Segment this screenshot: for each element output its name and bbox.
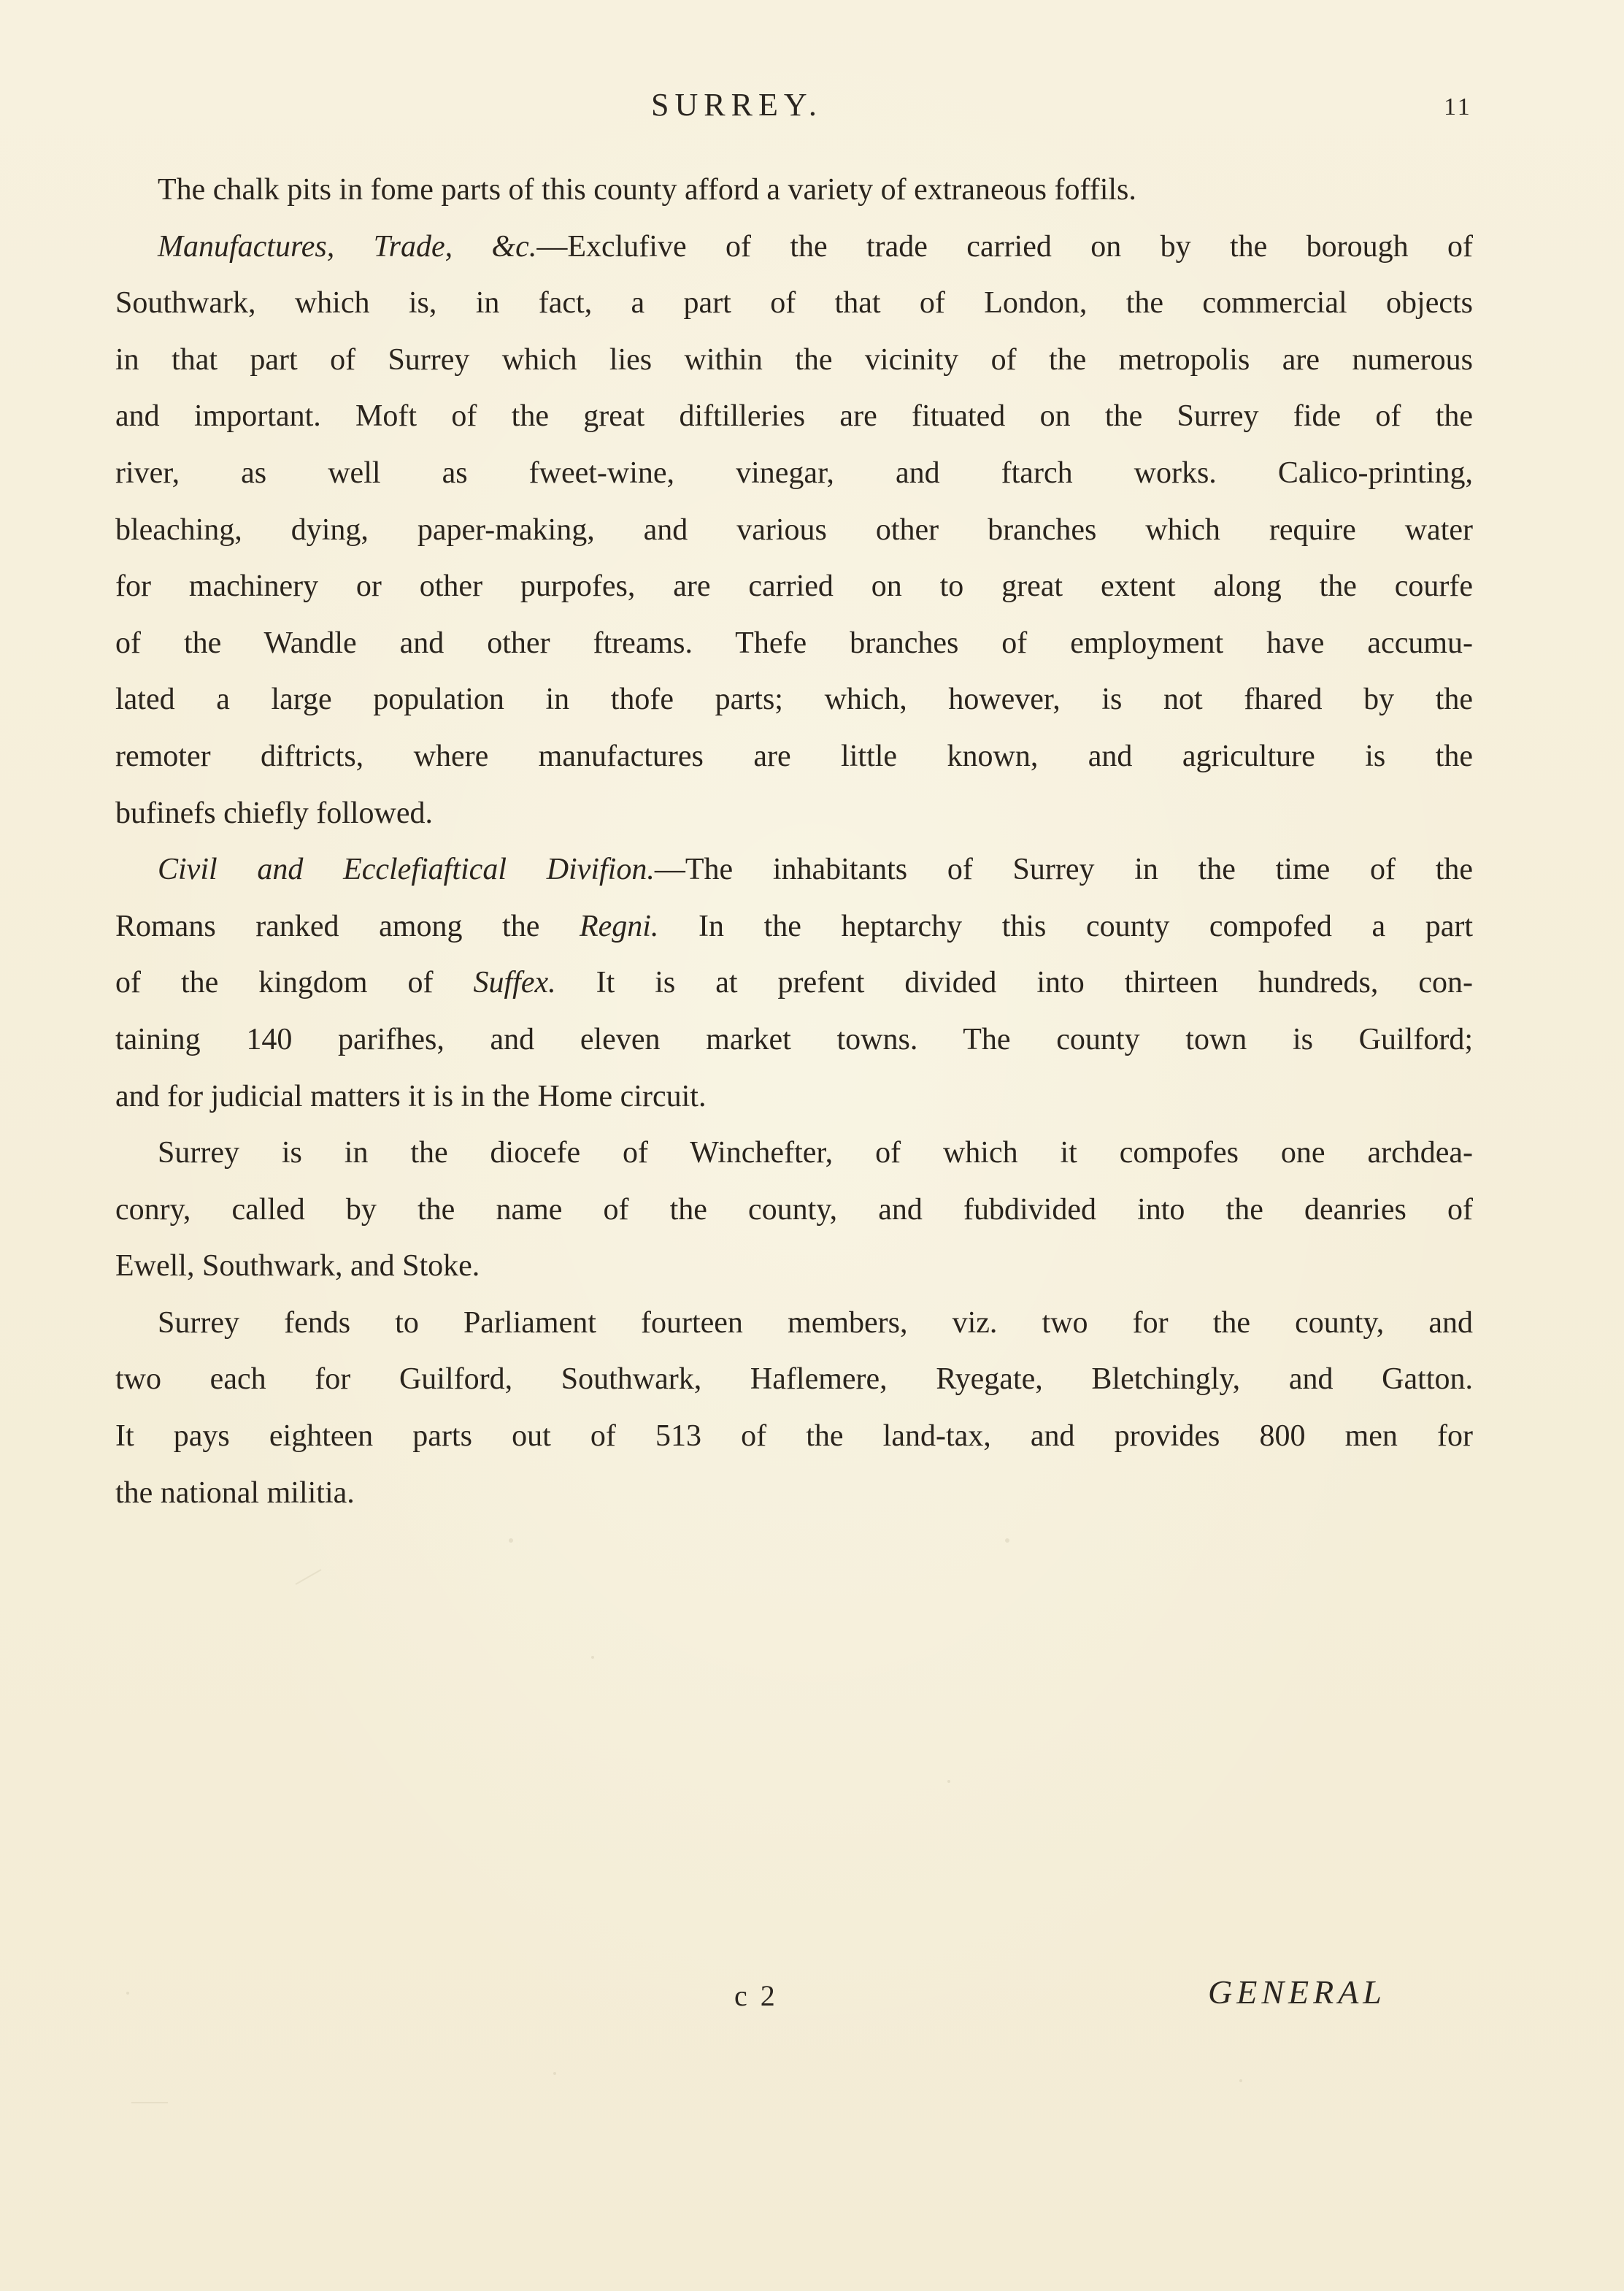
text-line: two each for Guilford, Southwark, Haflemere, Ryegate, Bletchingly, and Gatton. xyxy=(115,1362,1473,1397)
text-line xyxy=(115,955,1473,1012)
catchword: GENERAL xyxy=(1208,1973,1386,2011)
italic-term-regni: Regni. xyxy=(579,909,659,943)
text-line: bufinefs chiefly followed. xyxy=(115,796,434,830)
signature-mark: c 2 xyxy=(734,1979,778,2012)
text-line: bleaching, dying, paper-making, and various other branches which require water xyxy=(115,513,1473,547)
text-line: and for judicial matters it is in the Home circuit. xyxy=(115,1079,707,1113)
text-line: river, as well as fweet-wine, vinegar, and ftarch works. Calico-printing, xyxy=(115,456,1473,490)
section-heading-manufactures: Manufactures, Trade, &c. xyxy=(158,229,537,264)
text-line: lated a large population in thofe parts; which, however, is not fhared by the xyxy=(115,683,1473,717)
text-line: taining 140 parifhes, and eleven market towns. The county town is Guilford; xyxy=(115,1022,1473,1056)
text-segment: It is at prefent divided into thirteen hundreds, con- xyxy=(555,966,1473,1000)
text-line: Ewell, Southwark, and Stoke. xyxy=(115,1249,480,1283)
text-line xyxy=(115,219,1473,276)
section-heading-civil: Civil and Ecclefiaftical Divifion. xyxy=(158,853,655,887)
italic-term-suffex: Suffex. xyxy=(473,966,556,1000)
text-line: conry, called by the name of the county, and fubdivided into the deanries of xyxy=(115,1192,1473,1227)
text-line: and important. Moft of the great diftilleries are fituated on the Surrey fide of the xyxy=(115,399,1473,434)
text-segment: of the kingdom of xyxy=(115,966,474,1000)
text-segment: In the heptarchy this county compofed a part xyxy=(658,909,1473,943)
text-line: Surrey is in the diocefe of Winchefter, of which it compofes one archdea- xyxy=(158,1136,1473,1170)
text-segment: Romans ranked among the xyxy=(115,909,580,943)
page-footer xyxy=(0,1971,1624,2030)
text-line: the national militia. xyxy=(115,1475,355,1510)
text-line xyxy=(115,899,1473,956)
text-line: remoter diftricts, where manufactures are little known, and agriculture is the xyxy=(115,739,1473,773)
text-line: of the Wandle and other ftreams. Thefe branches of employment have accumu- xyxy=(115,626,1473,660)
text-segment: —Exclufive of the trade carried on by the borough of xyxy=(536,229,1473,264)
text-line: Surrey fends to Parliament fourteen members, viz. two for the county, and xyxy=(158,1305,1473,1340)
running-title: SURREY. xyxy=(651,87,823,123)
text-segment: —The inhabitants of Surrey in the time of the xyxy=(654,853,1473,887)
text-line: for machinery or other purpofes, are carried on to great extent along the courfe xyxy=(115,569,1473,604)
text-line: It pays eighteen parts out of 513 of the land-tax, and provides 800 men for xyxy=(115,1419,1473,1454)
running-head xyxy=(0,86,1624,130)
text-line: in that part of Surrey which lies within the vicinity of the metropolis are numerous xyxy=(115,342,1473,377)
text-line: The chalk pits in fome parts of this county afford a variety of extraneous foffils. xyxy=(158,173,1136,207)
text-line xyxy=(115,842,1473,899)
body-text xyxy=(115,162,1473,1521)
text-line: Southwark, which is, in fact, a part of that of London, the commercial objects xyxy=(115,286,1473,321)
page-number: 11 xyxy=(1444,93,1472,120)
